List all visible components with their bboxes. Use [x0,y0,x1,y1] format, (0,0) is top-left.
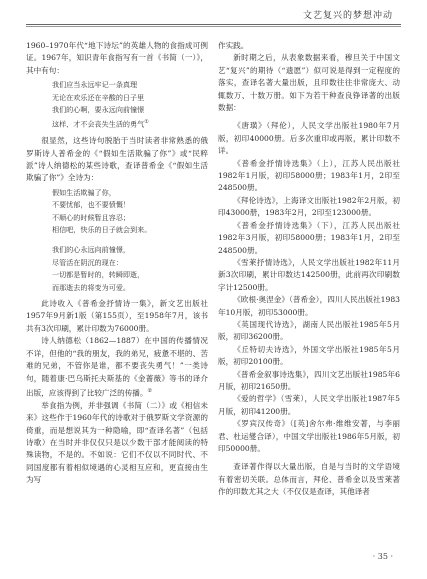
publication-entry-shelley-lyrics: 《雪莱抒情诗选》，人民文学出版社1982年11月新3次印刷，累计印数达142500册，此前再次印刷数字计12500册。 [218,257,400,292]
poem-line: 一切都是暂时的，转瞬即逝， [52,270,145,280]
paragraph-nadson: 诗人纳德松（1862—1887）在中国的传播情况不详，但他的“我的朋友，我的弟兄，疲惫不堪的、苦难的兄弟，不管你是谁，都不要丧失勇气！”一类诗句，随着康·巴乌斯托夫斯基的《金蔷薇》等书的译介出版，应该得到了比较广泛的传播。② [26,336,208,398]
page-number: · 35 · [372,552,393,561]
right-column [218,40,400,499]
poem-line: 我们应当永远牢记一条真理 [52,80,138,90]
header-rule-thin [26,26,401,27]
paragraph-pushkin-source: 很显然，这些诗句脱胎于当时读者非常熟悉的俄罗斯诗人普希金的《“假如生活欺骗了你”》或“民粹派”诗人纳德松的某些诗歌，查译普希金《“假如生活欺骗了你”》全诗为： [26,136,208,183]
publication-entry-tyutchev-poems: 《丘特切夫诗选》，外国文学出版社1985年5月版，初印20100册。 [218,344,400,367]
paragraph-pushkin-collection: 此诗收入《普希金抒情诗一集》，新文艺出版社1957年9月新1版（第155页），至1958年7月，该书共有3次印刷，累计印数为76000册。 [26,299,208,333]
paragraph-1960s-underground-poets: 1960–1970年代“地下诗坛”的英雄人物的食指成可例证。1967年，知识青年食指写有一首《书简（一）》，其中有句： [26,41,208,75]
paragraph-publication-context: 查译著作得以大量出版，自是与当时的文学语境有着密切关联。总体而言，拜伦、普希金以及雪莱著作的印数尤其之大（不仅仅是查译，其他译者 [218,462,400,497]
footnote-mark: ② [147,387,152,394]
poem-line: 而那逝去的将变为可爱。 [52,282,131,292]
paragraph-new-era-data: 新时期之后，从表象数据来看，穆旦关于中国文艺“复兴”的期待（“遗愿”）似可说是得到一定程度的落实，查译名著大量出版，且印数往往非常庞大、动辄数万、十数万册。如下为若干种查良铮译著的出版数据： [218,53,400,113]
header-rule [26,24,401,25]
poem-line: 不顺心的时候暂且容忍； [52,212,131,222]
running-title: 文艺复兴的梦想冲动 [302,11,393,21]
poem-line: 不要忧郁，也不要愤慨！ [52,200,131,210]
poem-letter-one [26,79,208,131]
publication-entry-pushkin-narrative: 《普希金叙事诗选集》，四川文艺出版社1985年6月版，初印21650册。 [218,369,400,391]
publication-entry-pushkin-lyrics-1: 《普希金抒情诗选集》（上），江苏人民出版社1982年1月版，初印58000册；1983年1月，2印至248500册。 [218,158,400,193]
publication-entry-english-modern-poems: 《英国现代诗选》，湖南人民出版社1985年5月版，初印36200册。 [218,319,400,342]
poem-line: 我们的心永远向前憧憬， [52,245,131,255]
publication-entry-robin-hood: 《罗宾汉传奇》（[英]舍尔弗·维维安著，与李丽君、杜运燮合译），中国文学出版社1986年5月版，初印50000册。 [218,419,400,453]
publication-entry-philosophy-of-love: 《爱的哲学》（雪莱），人民文学出版社1987年5月版，初印41200册。 [218,394,400,416]
poem-line: 相信吧，快乐的日子就会到来。 [52,225,152,235]
page-header [0,0,427,28]
publication-entry-don-juan: 《唐璜》（拜伦），人民文学出版社1980年7月版，初印40000册。后多次重印或再版，累计印数不详。 [218,121,400,156]
footnote-mark: ① [144,119,149,126]
left-column [26,40,208,487]
poem-line: 尽管活在阴沉的现在： [52,257,123,267]
poem-if-life-deceives-you [26,187,208,294]
publication-entry-pushkin-lyrics-2: 《普希金抒情诗选集》（下），江苏人民出版社1982年3月版，初印58000册；1983年1月，2印至248500册。 [218,220,400,255]
publication-entry-eugene-onegin: 《欧根·奥涅金》（普希金），四川人民出版社1983年10月版，初印53000册。 [218,295,400,317]
paragraph-continuation: 作实践。 [218,41,249,50]
poem-line: 我们的心啊，要永远向前憧憬 [52,105,145,115]
paragraph-shizhi-example: 举食指为例，并非强调《书简（二）》或《相信未来》这些作于1960年代的诗歌对于俄罗斯文学资源的倚重，而是想说其为一种隐喻，即“查译名著”（包括诗歌）在当时并非仅仅只是以少数干部才能阅读的特殊读物，不是的。不如说：它们不仅以不同时代、不同国度都有着相似境遇的心灵相互应和，更直接由生为写 [26,400,208,485]
poem-line: 无论在欢乐还在辛酸的日子里 [52,92,145,102]
poem-line: 假如生活欺骗了你， [52,187,116,197]
publication-entry-byron-poems: 《拜伦诗选》，上海译文出版社1982年2月版，初印43000册，1983年2月，2印至123000册。 [218,195,400,218]
poem-line: 这样，才不会丧失生活的勇气① [52,119,149,129]
